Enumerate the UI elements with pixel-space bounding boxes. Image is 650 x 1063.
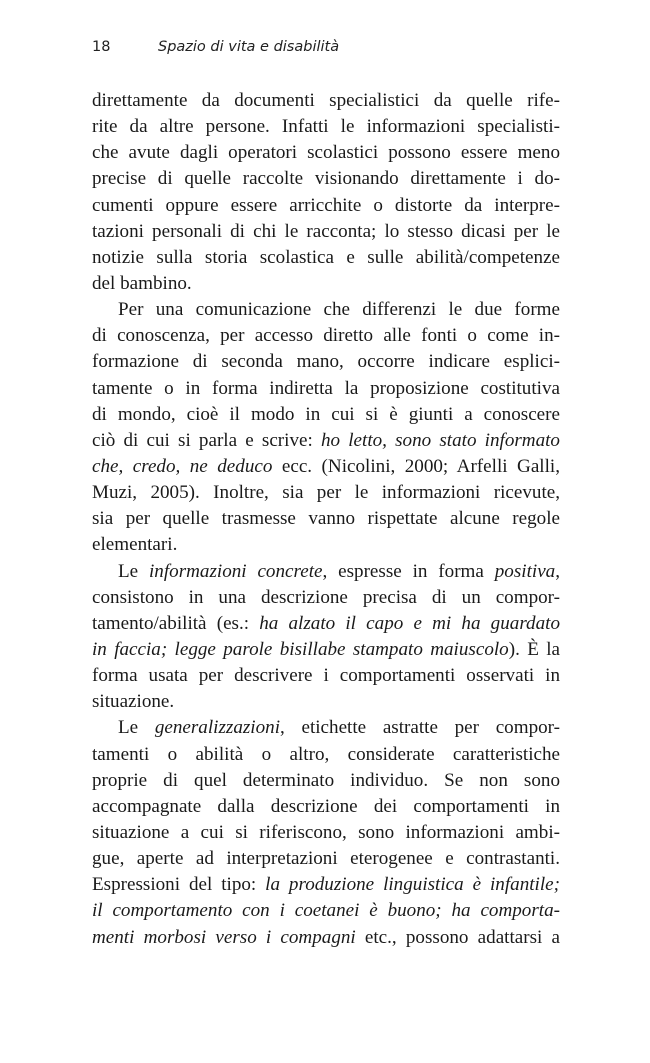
text-line (92, 637, 560, 663)
text-line (92, 820, 560, 846)
text-run: tazioni personali di chi le racconta; lo stesso dicasi per le (92, 220, 560, 242)
text-line (92, 663, 560, 689)
body-text (92, 88, 560, 951)
text-line (92, 768, 560, 794)
text-run: situazione. (92, 691, 175, 713)
text-line (92, 794, 560, 820)
italic-text: positiva (494, 560, 556, 582)
italic-text: che, credo, ne deduco (92, 455, 273, 477)
italic-text: ho letto, sono stato informato (320, 429, 560, 451)
text-run: forma usata per descrivere i comportamenti osservati in (92, 665, 560, 687)
text-run: di conoscenza, per accesso diretto alle fonti o come in- (92, 325, 560, 347)
text-run: gue, aperte ad interpretazioni eterogenee e contrastanti. (92, 848, 560, 870)
text-run: tamento/abilità (es.: (92, 612, 260, 634)
text-line (92, 925, 560, 951)
text-line (92, 611, 560, 637)
text-run: notizie sulla storia scolastica e sulle abilità/competenze (92, 246, 560, 268)
text-run: proprie di quel determinato individuo. Se non sono (92, 769, 560, 791)
text-line (92, 166, 560, 192)
text-line (92, 297, 560, 323)
text-line (92, 742, 560, 768)
text-line (92, 140, 560, 166)
text-run: tamente o in forma indiretta la proposizione costitutiva (92, 377, 560, 399)
text-run: situazione a cui si riferiscono, sono informazioni ambi- (92, 821, 560, 843)
text-run: formazione di seconda mano, occorre indicare esplici- (92, 351, 560, 373)
text-run: , etichette astratte per compor- (280, 717, 560, 739)
text-run: elementari. (92, 534, 178, 556)
italic-text: in faccia; legge parole bisillabe stampato maiuscolo (92, 638, 509, 660)
text-line (92, 872, 560, 898)
text-run: Per una comunicazione che differenzi le due forme (118, 299, 560, 321)
text-line (92, 193, 560, 219)
text-line (92, 689, 560, 715)
text-run: rite da altre persone. Infatti le informazioni specialisti- (92, 116, 560, 138)
text-run: direttamente da documenti specialistici da quelle rife- (92, 90, 560, 111)
italic-text: informazioni concrete (149, 560, 323, 582)
text-line (92, 323, 560, 349)
text-line (92, 114, 560, 140)
italic-text: generalizzazioni (154, 717, 281, 739)
text-line (92, 402, 560, 428)
text-line (92, 245, 560, 271)
text-line (92, 349, 560, 375)
italic-text: menti morbosi verso i compagni (92, 926, 356, 948)
text-run: del bambino. (92, 272, 192, 294)
text-run: che avute dagli operatori scolastici possono essere meno (92, 142, 560, 164)
text-line (92, 715, 560, 741)
running-title: Spazio di vita e disabilità (158, 39, 340, 55)
text-run: Espressioni del tipo: (92, 874, 266, 896)
text-line (92, 271, 560, 297)
text-run: sia per quelle trasmesse vanno rispettate alcune regole (92, 508, 560, 530)
text-run: accompagnate dalla descrizione dei comportamenti in (92, 795, 560, 817)
running-head (92, 37, 562, 57)
text-run: , (555, 560, 560, 582)
text-run: consistono in una descrizione precisa di un compor- (92, 586, 560, 608)
text-run: Le (118, 717, 155, 739)
text-line (92, 454, 560, 480)
text-line (92, 376, 560, 402)
text-run: di mondo, cioè il modo in cui si è giunti a conoscere (92, 403, 560, 425)
text-line (92, 428, 560, 454)
italic-text: il comportamento con i coetanei è buono; ha comporta- (92, 900, 560, 922)
text-line (92, 88, 560, 114)
italic-text: ha alzato il capo e mi ha guardato (259, 612, 560, 634)
page-number: 18 (92, 39, 111, 55)
text-line (92, 480, 560, 506)
text-line (92, 559, 560, 585)
text-line (92, 846, 560, 872)
text-run: Muzi, 2005). Inoltre, sia per le informazioni ricevute, (92, 482, 560, 504)
text-run: ecc. (Nicolini, 2000; Arfelli Galli, (272, 455, 560, 477)
text-line (92, 898, 560, 924)
italic-text: la produzione linguistica è infantile; (265, 874, 560, 896)
text-run: precise di quelle raccolte visionando direttamente i do- (92, 168, 560, 190)
text-line (92, 506, 560, 532)
text-line (92, 219, 560, 245)
text-run: cumenti oppure essere arricchite o distorte da interpre- (92, 194, 560, 216)
text-run: , espresse in forma (322, 560, 495, 582)
text-run: Le (118, 560, 149, 582)
text-run: etc., possono adattarsi a (355, 926, 560, 948)
text-run: ). È la (508, 638, 560, 660)
text-run: tamenti o abilità o altro, considerate caratteristiche (92, 743, 560, 765)
text-run: ciò di cui si parla e scrive: (92, 429, 321, 451)
text-line (92, 532, 560, 558)
text-line (92, 585, 560, 611)
